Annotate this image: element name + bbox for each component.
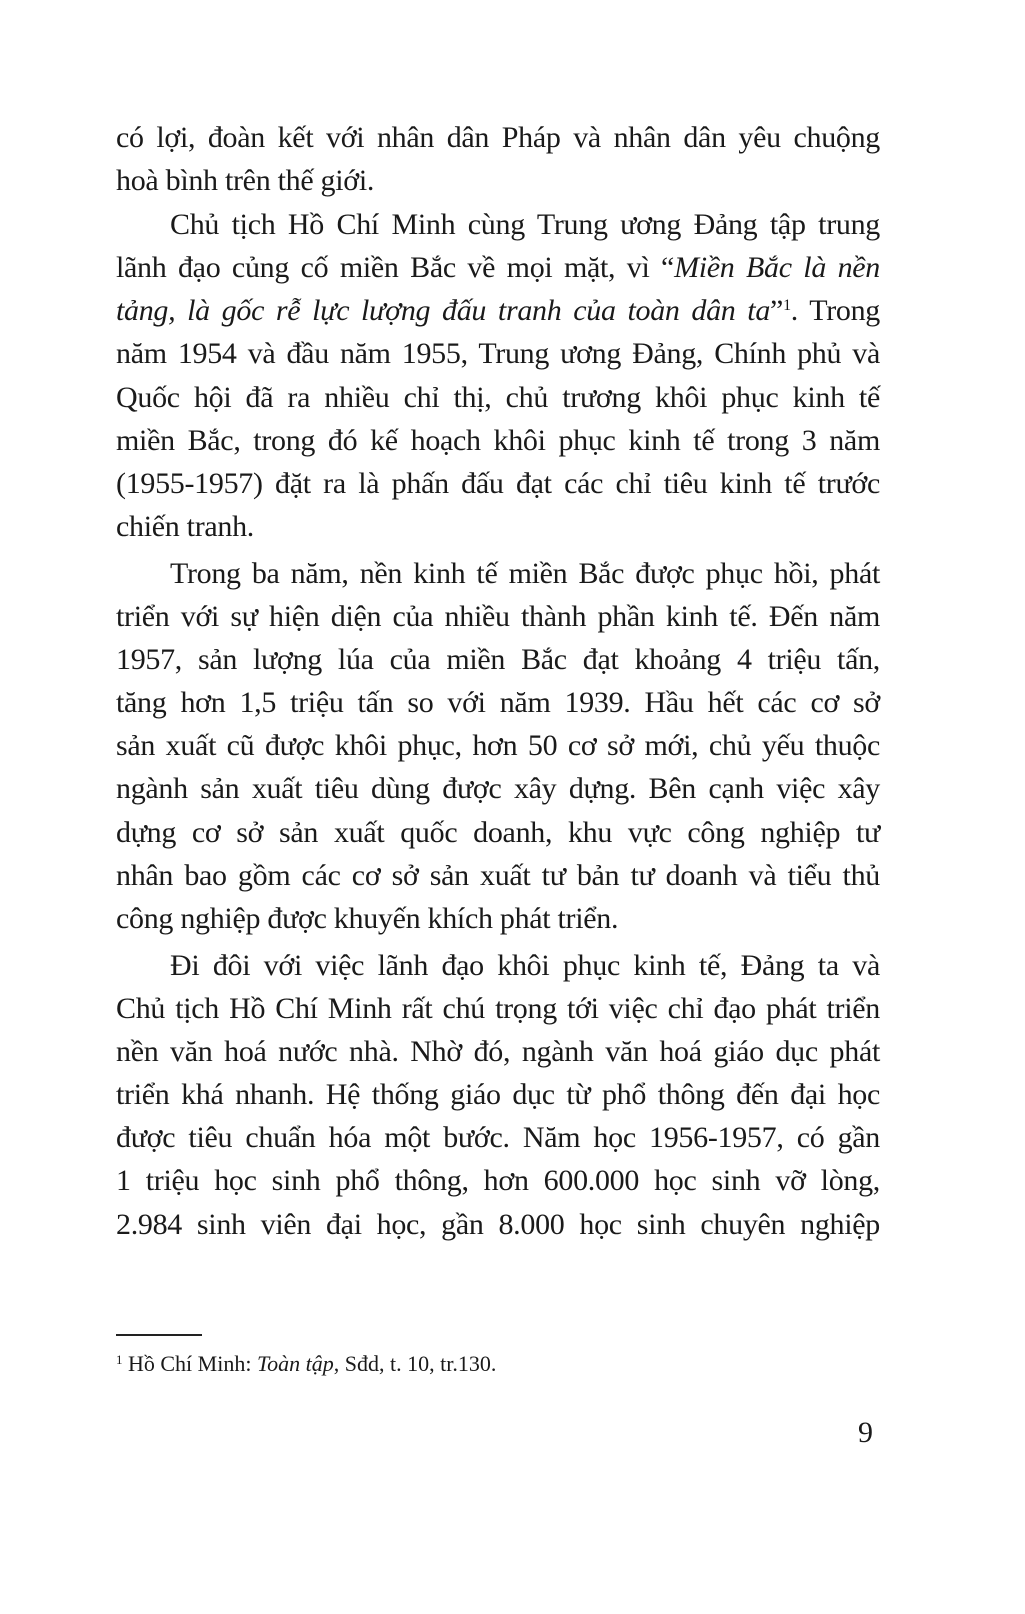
- text-line: miền Bắc, trong đó kế hoạch khôi phục kinh tế trong 3 năm: [116, 424, 880, 457]
- footnote-author: Hồ Chí Minh:: [122, 1351, 257, 1376]
- text-line: nền văn hoá nước nhà. Nhờ đó, ngành văn hoá giáo dục phát: [116, 1035, 880, 1068]
- quote-text: tảng, là gốc rễ lực lượng đấu tranh của toàn dân ta: [116, 294, 771, 327]
- text-line: triển với sự hiện diện của nhiều thành phần kinh tế. Đến năm: [116, 600, 880, 633]
- text-span: lãnh đạo củng cố miền Bắc về mọi mặt, vì “: [116, 251, 675, 284]
- text-line: có lợi, đoàn kết với nhân dân Pháp và nhân dân yêu chuộng: [116, 121, 880, 154]
- text-line: được tiêu chuẩn hóa một bước. Năm học 1956-1957, có gần: [116, 1121, 880, 1154]
- text-line: [116, 250, 880, 286]
- page-number: 9: [858, 1416, 873, 1449]
- footnote-rest: , Sđd, t. 10, tr.130.: [333, 1351, 497, 1376]
- text-line: 2.984 sinh viên đại học, gần 8.000 học sinh chuyên nghiệp: [116, 1208, 880, 1241]
- text-span: . Trong: [790, 294, 880, 327]
- footnote-reference: 1: [783, 297, 791, 314]
- text-line: (1955-1957) đặt ra là phấn đấu đạt các chỉ tiêu kinh tế trước: [116, 467, 880, 500]
- footnote-separator: [116, 1334, 202, 1336]
- text-line: [116, 293, 880, 329]
- text-line: 1957, sản lượng lúa của miền Bắc đạt khoảng 4 triệu tấn,: [116, 643, 880, 676]
- text-line: hoà bình trên thế giới.: [116, 164, 375, 197]
- text-line: Trong ba năm, nền kinh tế miền Bắc được phục hồi, phát: [170, 557, 880, 590]
- text-line: Đi đôi với việc lãnh đạo khôi phục kinh tế, Đảng ta và: [170, 949, 880, 982]
- text-line: triển khá nhanh. Hệ thống giáo dục từ phổ thông đến đại học: [116, 1078, 880, 1111]
- text-line: tăng hơn 1,5 triệu tấn so với năm 1939. Hầu hết các cơ sở: [116, 686, 880, 719]
- text-line: Quốc hội đã ra nhiều chỉ thị, chủ trương khôi phục kinh tế: [116, 381, 880, 414]
- text-line: ngành sản xuất tiêu dùng được xây dựng. Bên cạnh việc xây: [116, 772, 880, 805]
- text-line: nhân bao gồm các cơ sở sản xuất tư bản tư doanh và tiểu thủ: [116, 859, 880, 892]
- text-line: 1 triệu học sinh phổ thông, hơn 600.000 học sinh vỡ lòng,: [116, 1164, 880, 1197]
- text-line: Chủ tịch Hồ Chí Minh rất chú trọng tới việc chỉ đạo phát triển: [116, 992, 880, 1025]
- text-line: Chủ tịch Hồ Chí Minh cùng Trung ương Đảng tập trung: [170, 208, 880, 241]
- footnote-title: Toàn tập: [256, 1351, 334, 1376]
- text-line: năm 1954 và đầu năm 1955, Trung ương Đảng, Chính phủ và: [116, 337, 880, 370]
- quote-text: Miền Bắc là nền: [674, 251, 880, 284]
- footnote: [116, 1350, 496, 1378]
- text-line: sản xuất cũ được khôi phục, hơn 50 cơ sở mới, chủ yếu thuộc: [116, 729, 880, 762]
- text-line: chiến tranh.: [116, 510, 255, 543]
- footnote-marker: 1: [116, 1352, 123, 1367]
- text-line: công nghiệp được khuyến khích phát triển.: [116, 902, 619, 935]
- text-span: ”: [770, 294, 784, 327]
- text-line: dựng cơ sở sản xuất quốc doanh, khu vực công nghiệp tư: [116, 816, 880, 849]
